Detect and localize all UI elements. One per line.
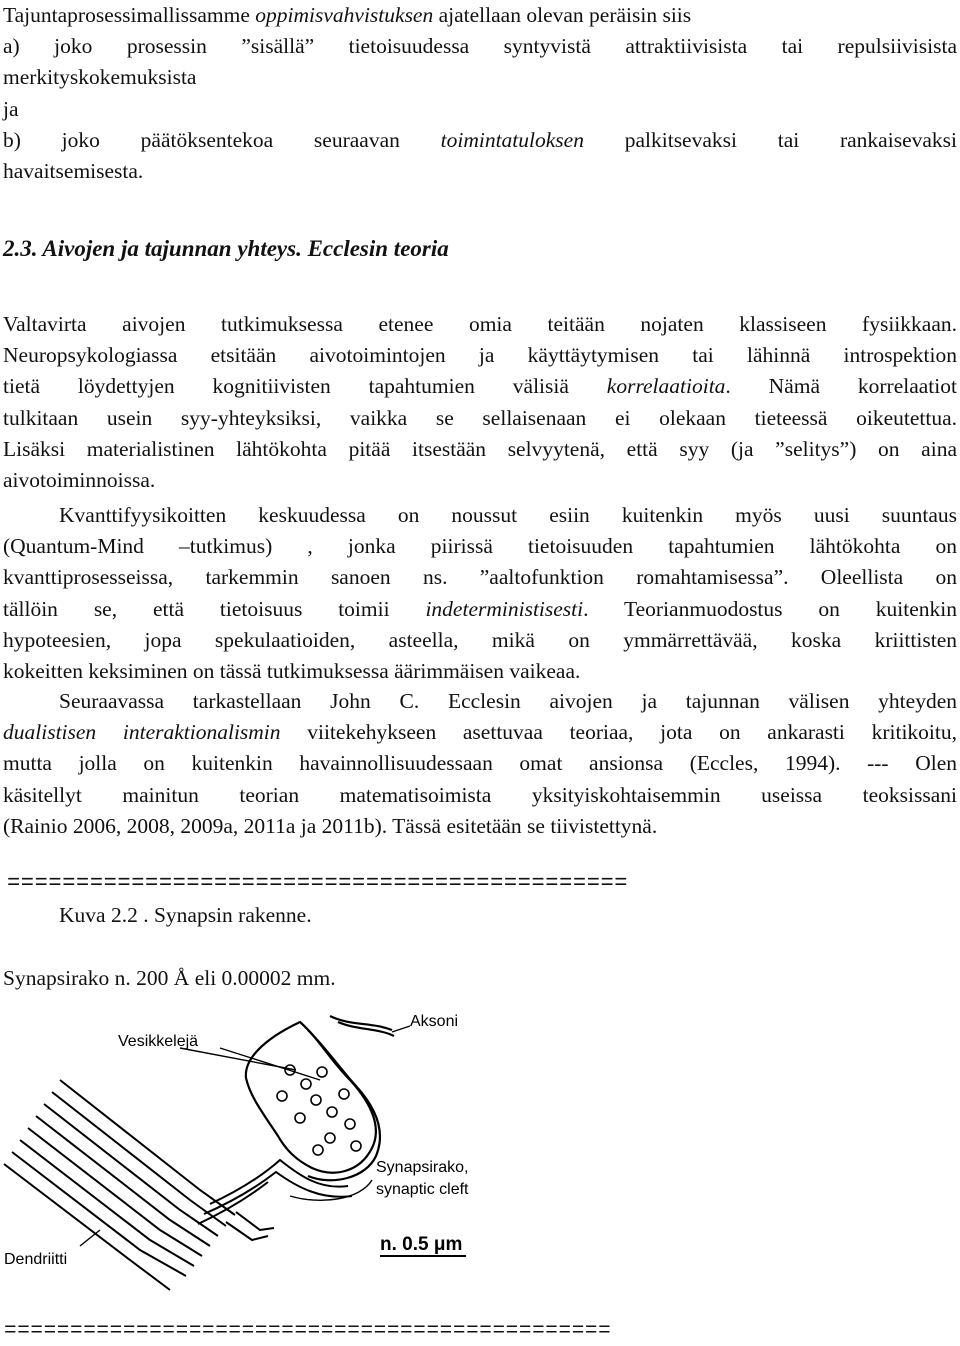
label-cleft-en: synaptic cleft [376, 1181, 469, 1198]
vesicle [339, 1089, 349, 1099]
main-line-3: tietä löydettyjen kognitiivisten tapahtumien välisiä korrelaatioita. Nämä korrelaatiot [3, 374, 957, 399]
intro-line-2: a) joko prosessin ”sisällä” tietoisuudessa syntyvistä attraktiivisista tai repulsiivisista [3, 34, 957, 59]
paragraph-quantum [3, 500, 957, 687]
intro-line-3: merkityskokemuksista [3, 65, 197, 90]
vesicle [313, 1145, 323, 1155]
quantum-line-5: hypoteesien, jopa spekulaatioiden, asteella, mikä on ymmärrettävää, koska kriittisten [3, 627, 957, 652]
paragraph-eccles [3, 686, 957, 842]
label-dendrite: Dendriitti [4, 1251, 68, 1268]
quantum-line-6: kokeitten keksiminen on tässä tutkimuksessa äärimmäisen vaikeaa. [3, 659, 581, 684]
vesicle [345, 1119, 355, 1129]
vesicle [277, 1091, 287, 1101]
main-line-5: Lisäksi materialistinen lähtökohta pitää itsestään selvyytenä, että syy (ja ”selitys”) on aina [3, 436, 957, 461]
label-axon: Aksoni [410, 1013, 459, 1030]
main-line-1: Valtavirta aivojen tutkimuksessa etenee omia teitään nojaten klassiseen fysiikkaan. [3, 312, 957, 336]
vesicle [351, 1141, 361, 1151]
section-heading: 2.3. Aivojen ja tajunnan yhteys. Ecclesin teoria [3, 236, 449, 261]
term-indeterministisesti: indeterministisesti [425, 596, 584, 621]
eccles-line-2: dualistisen interaktionalismin viitekehykseen asettuvaa teoriaa, jota on ankarasti kritikoitu, [3, 720, 957, 745]
vesicle [325, 1133, 335, 1143]
paragraph-intro [3, 0, 957, 187]
vesicle [301, 1079, 311, 1089]
intro-line-4: ja [3, 96, 19, 121]
quantum-line-4: tällöin se, että tietoisuus toimii indeterministisesti. Teorianmuodostus on kuitenkin [3, 596, 957, 621]
intro-line-5: b) joko päätöksentekoa seuraavan toimintatuloksen palkitsevaksi tai rankaisevaksi [3, 127, 957, 152]
intro-line-1: Tajuntaprosessimallissamme oppimisvahvistuksen ajatellaan olevan peräisin siis [3, 3, 692, 27]
eccles-line-4: käsitellyt mainitun teorian matematisoimista yksityiskohtaisemmin useissa teoksissani [3, 782, 957, 807]
quantum-line-2: (Quantum-Mind –tutkimus) , jonka piirissä tietoisuuden tapahtumien lähtökohta on [3, 534, 957, 559]
quantum-line-1: Kvanttifyysikoitten keskuudessa on noussut esiin kuitenkin myös uusi suuntaus [59, 503, 957, 527]
eccles-line-1: Seuraavassa tarkastellaan John C. Ecclesin aivojen ja tajunnan välisen yhteyden [59, 689, 957, 713]
leader-lines [80, 1026, 410, 1246]
main-line-2: Neuropsykologiassa etsitään aivotoimintojen ja käyttäytymisen tai lähinnä introspektion [3, 343, 957, 368]
label-cleft-fi: Synapsirako, [376, 1159, 469, 1176]
paragraph-main [3, 309, 957, 496]
main-line-4: tulkitaan usein syy-yhteyksiksi, vaikka se sellaisenaan ei olekaan tieteessä oikeutettua. [3, 405, 957, 430]
label-scale: n. 0.5 μm [380, 1234, 463, 1255]
figure-caption: Kuva 2.2 . Synapsin rakenne. [59, 903, 312, 927]
vesicle [327, 1107, 337, 1117]
synapse-note: Synapsirako n. 200 Å eli 0.00002 mm. [3, 966, 336, 990]
eccles-line-3: mutta jolla on kuitenkin havainnollisuudessaan omat ansionsa (Eccles, 1994). --- Olen [3, 751, 957, 776]
eccles-line-5: (Rainio 2006, 2008, 2009a, 2011a ja 2011b). Tässä esitetään se tiivistettynä. [3, 813, 658, 838]
term-dualistinen-interaktionalismi: dualistisen interaktionalismin [3, 720, 281, 745]
vesicle [311, 1095, 321, 1105]
vesicle [317, 1067, 327, 1077]
term-oppimisvahvistus: oppimisvahvistuksen [255, 3, 434, 27]
vesicle [295, 1113, 305, 1123]
main-line-6: aivotoiminnoissa. [3, 468, 156, 493]
term-korrelaatio: korrelaatioita [606, 374, 726, 399]
synapse-diagram [0, 1000, 520, 1300]
label-vesicles: Vesikkelejä [118, 1033, 199, 1050]
quantum-line-3: kvanttiprosesseissa, tarkemmin sanoen ns. ”aaltofunktion romahtamisessa”. Oleellista on [3, 565, 957, 590]
separator-top: ============================================= [7, 871, 629, 896]
intro-line-6: havaitsemisesta. [3, 159, 144, 184]
separator-bottom: ============================================== [4, 1320, 612, 1343]
term-toimintatulos: toimintatuloksen [440, 127, 584, 152]
